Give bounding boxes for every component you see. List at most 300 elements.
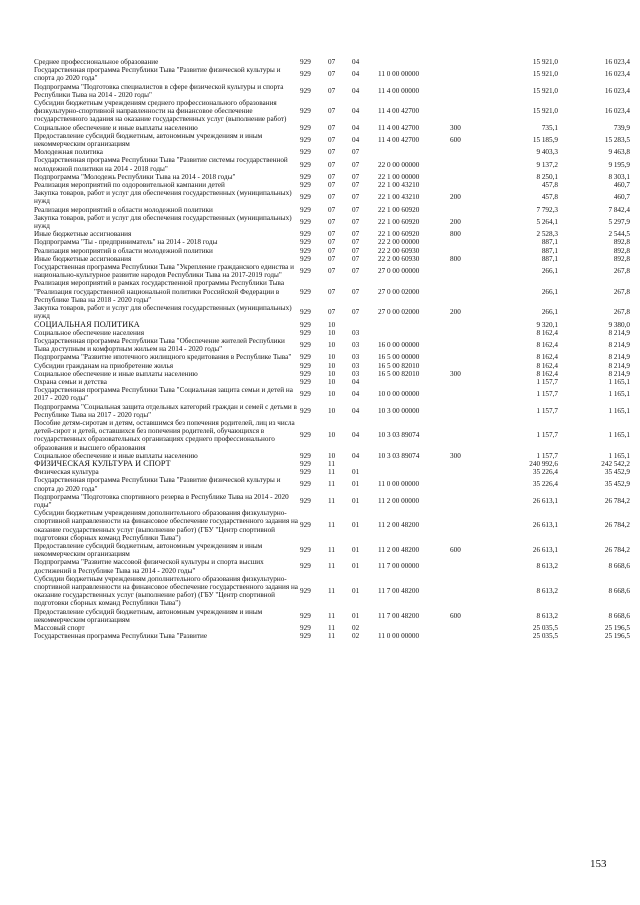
- row-name: Подпрограмма "Развитие ипотечного жилищного кредитования в Республике Тыва": [34, 353, 292, 362]
- table-row: [34, 247, 630, 255]
- row-expense-type: 200: [450, 308, 461, 317]
- row-gr-code: 929: [300, 480, 311, 489]
- row-section-code: 07: [328, 230, 336, 239]
- row-name: Предоставление субсидий бюджетным, автономным учреждениям и иным некоммерческим организациям: [34, 607, 263, 624]
- row-subsection-code: 07: [352, 238, 360, 247]
- row-subsection-code: 01: [352, 521, 360, 530]
- row-gr-code: 929: [300, 377, 311, 386]
- row-amount-year2: 8 214,9: [608, 369, 630, 378]
- row-gr-code: 929: [300, 246, 311, 255]
- row-gr-code: 929: [300, 123, 311, 132]
- row-section-code: 11: [328, 480, 335, 489]
- row-expense-type: [450, 279, 478, 304]
- row-section-code: 11: [328, 624, 335, 633]
- row-amount-year1: 8 162,4: [536, 328, 558, 337]
- row-subsection-code: 04: [352, 86, 360, 95]
- row-target-code: [378, 460, 450, 468]
- row-amount-year1: 25 035,5: [532, 632, 558, 641]
- row-amount-year1: 26 613,1: [532, 521, 558, 530]
- row-amount-year2: 2 544,5: [608, 230, 630, 239]
- table-row: [34, 189, 630, 205]
- row-amount-year2: 35 452,9: [604, 480, 630, 489]
- row-expense-type: 200: [450, 193, 461, 202]
- row-amount-year2: 460,7: [613, 193, 630, 202]
- row-name: Закупка товаров, работ и услуг для обеспечения государственных (муниципальных) нужд: [34, 189, 292, 206]
- row-amount-year2: 26 784,2: [604, 496, 630, 505]
- row-section-code: 10: [328, 369, 336, 378]
- row-amount-year1: 7 792,3: [536, 205, 558, 214]
- row-subsection-code: 01: [352, 468, 360, 477]
- row-amount-year1: 25 035,5: [532, 624, 558, 633]
- row-gr-code: 929: [300, 431, 311, 440]
- row-expense-type: [450, 148, 478, 156]
- row-expense-type: [450, 58, 478, 66]
- row-expense-type: [450, 403, 478, 419]
- row-expense-type: [450, 238, 478, 246]
- row-section-code: 11: [328, 562, 335, 571]
- row-gr-code: 929: [300, 369, 311, 378]
- row-name: Предоставление субсидий бюджетным, автономным учреждениям и иным некоммерческим организациям: [34, 131, 263, 149]
- row-subsection-code: 07: [352, 254, 360, 263]
- row-target-code: 11 4 00 42700: [378, 107, 420, 116]
- row-expense-type: [450, 181, 478, 189]
- row-name: СОЦИАЛЬНАЯ ПОЛИТИКА: [34, 319, 140, 329]
- row-gr-code: 929: [300, 624, 311, 633]
- row-target-code: 22 2 00 60930: [378, 254, 420, 263]
- table-row: [34, 329, 630, 337]
- row-target-code: 16 5 00 00000: [378, 353, 420, 362]
- row-section-code: 07: [328, 58, 336, 66]
- row-subsection-code: 02: [352, 632, 360, 641]
- row-target-code: 16 5 00 82010: [378, 369, 420, 378]
- row-amount-year1: 1 157,7: [536, 377, 558, 386]
- row-gr-code: 929: [300, 287, 311, 296]
- row-amount-year2: 5 297,9: [608, 217, 630, 226]
- row-name: Субсидии бюджетным учреждениям дополнительного образования физкультурно-спортивной направленности на финансовое обеспечение государственного задания на оказание государственных услуг (выполнение работ) (ГБУ "Центр спортивной подготовки сборных команд Республики Тыва"): [34, 509, 299, 542]
- row-target-code: 11 0 00 00000: [378, 480, 420, 489]
- row-amount-year1: 9 320,1: [536, 320, 558, 329]
- table-row: [34, 337, 630, 353]
- row-expense-type: 800: [450, 230, 461, 239]
- row-subsection-code: 07: [352, 217, 360, 226]
- row-expense-type: [450, 247, 478, 255]
- row-section-code: 10: [328, 390, 336, 399]
- row-name: Подпрограмма "Подготовка специалистов в сфере физической культуры и спорта Республики Тыва на 2014 - 2020 годы": [34, 82, 284, 99]
- row-name: Субсидии бюджетным учреждениям дополнительного образования физкультурно-спортивной направленности на финансовое обеспечение государственного задания на оказание государственных услуг (выполнение работ) (ГБУ "Центр спортивной подготовки сборных команд Республики Тыва"): [34, 574, 299, 608]
- row-name: Субсидии бюджетным учреждениям среднего профессионального образования физкультурно-спортивной направленности на финансовое обеспечение государственного задания на оказание государственных услуг (выполнение работ): [34, 99, 287, 124]
- row-subsection-code: 07: [352, 160, 360, 169]
- row-expense-type: 300: [450, 369, 461, 378]
- row-amount-year1: 2 528,3: [536, 230, 558, 239]
- row-amount-year2: 1 165,1: [608, 390, 630, 399]
- row-subsection-code: 07: [352, 193, 360, 202]
- row-section-code: 07: [328, 193, 336, 202]
- row-amount-year2: 739,9: [613, 123, 630, 132]
- table-row: [34, 206, 630, 214]
- row-section-code: 10: [328, 341, 336, 349]
- row-expense-type: [450, 378, 478, 386]
- row-gr-code: 929: [300, 546, 311, 555]
- row-target-code: [378, 329, 450, 337]
- row-amount-year2: 9 463,8: [608, 148, 630, 157]
- row-section-code: 07: [328, 123, 336, 132]
- row-subsection-code: 04: [352, 123, 360, 132]
- row-expense-type: 600: [450, 611, 461, 620]
- row-section-code: 11: [328, 521, 335, 530]
- table-row: [34, 353, 630, 361]
- row-subsection-code: 07: [352, 246, 360, 255]
- row-amount-year2: 16 023,4: [604, 58, 630, 66]
- row-amount-year1: 266,1: [541, 267, 558, 276]
- row-amount-year2: 16 023,4: [604, 70, 630, 79]
- row-expense-type: [450, 156, 478, 172]
- row-name: Массовый спорт: [34, 624, 85, 633]
- row-expense-type: 200: [450, 217, 461, 226]
- row-section-code: 10: [328, 451, 336, 460]
- table-row: [34, 468, 630, 476]
- row-expense-type: [450, 509, 478, 542]
- row-target-code: 27 0 00 00000: [378, 267, 420, 276]
- row-section-code: 07: [328, 308, 336, 317]
- row-amount-year1: 887,1: [541, 238, 558, 247]
- row-target-code: 22 1 00 60920: [378, 217, 420, 226]
- row-amount-year1: 1 157,7: [536, 451, 558, 460]
- row-section-code: 10: [328, 377, 336, 386]
- row-name: Социальное обеспечение населения: [34, 328, 145, 337]
- row-amount-year2: 8 214,9: [608, 341, 630, 349]
- row-name: Молодежная политика: [34, 148, 103, 157]
- row-amount-year1: 26 613,1: [532, 546, 558, 555]
- row-section-code: 07: [328, 172, 336, 181]
- row-subsection-code: 03: [352, 353, 360, 362]
- row-section-code: 10: [328, 406, 336, 415]
- table-row: [34, 58, 630, 66]
- row-amount-year2: 8 214,9: [608, 361, 630, 370]
- row-amount-year1: 457,8: [541, 193, 558, 202]
- table-row: [34, 83, 630, 99]
- row-expense-type: [450, 460, 478, 468]
- row-target-code: 22 1 00 60920: [378, 205, 420, 214]
- row-amount-year2: 892,8: [613, 246, 630, 255]
- row-subsection-code: 03: [352, 341, 360, 349]
- row-target-code: 22 1 00 60920: [378, 230, 420, 239]
- row-expense-type: [450, 329, 478, 337]
- table-row: [34, 230, 630, 238]
- row-amount-year1: 15 921,0: [532, 86, 558, 95]
- table-row: [34, 403, 630, 419]
- row-subsection-code: 04: [352, 377, 360, 386]
- row-amount-year2: 1 165,1: [608, 451, 630, 460]
- row-target-code: 22 2 00 00000: [378, 238, 420, 247]
- row-expense-type: [450, 558, 478, 574]
- row-target-code: 10 3 03 89074: [378, 431, 420, 440]
- row-expense-type: [450, 476, 478, 492]
- row-gr-code: 929: [300, 611, 311, 620]
- row-amount-year2: 267,8: [613, 308, 630, 317]
- table-row: [34, 263, 630, 279]
- table-row: [34, 632, 630, 640]
- row-amount-year1: 887,1: [541, 246, 558, 255]
- table-row: [34, 493, 630, 509]
- row-subsection-code: 07: [352, 308, 360, 317]
- row-name: Пособие детям-сиротам и детям, оставшимся без попечения родителей, лиц из числа детей-сирот и детей, оставшихся без попечения родителей, обучающихся в государственных образовательных организациях среднего профессионального образования и высшего образования: [34, 418, 295, 452]
- row-name: Государственная программа Республики Тыва "Развитие системы государственной молодежной политики на 2014 - 2018 годы": [34, 156, 288, 173]
- row-amount-year1: 887,1: [541, 254, 558, 263]
- row-name: Социальное обеспечение и иные выплаты населению: [34, 451, 198, 460]
- row-name: Государственная программа Республики Тыва "Социальная защита семьи и детей на 2017 - 2020 годы": [34, 386, 293, 403]
- table-row: [34, 419, 630, 452]
- row-name: Подпрограмма "Развитие массовой физической культуры и спорта высших достижений в Республике Тыва на 2014 - 2020 годы": [34, 558, 264, 575]
- row-target-code: 11 0 00 00000: [378, 632, 420, 641]
- row-subsection-code: 07: [352, 181, 360, 190]
- row-amount-year1: 240 992,6: [529, 459, 558, 468]
- row-section-code: 11: [328, 546, 335, 555]
- row-section-code: 11: [328, 611, 335, 620]
- row-name: Государственная программа Республики Тыва "Обеспечение жителей Республики Тыва доступным и комфортным жильем на 2014 - 2020 годы": [34, 336, 285, 354]
- row-gr-code: 929: [300, 341, 311, 349]
- row-expense-type: [450, 173, 478, 181]
- row-expense-type: [450, 337, 478, 353]
- row-name: Государственная программа Республики Тыва "Развитие: [34, 632, 208, 641]
- row-gr-code: 929: [300, 361, 311, 370]
- table-row: [34, 460, 630, 468]
- row-amount-year2: 1 165,1: [608, 431, 630, 440]
- row-subsection-code: 04: [352, 70, 360, 79]
- row-amount-year1: 8 613,2: [536, 562, 558, 571]
- row-target-code: 22 1 00 43210: [378, 193, 420, 202]
- row-gr-code: 929: [300, 107, 311, 116]
- table-row: [34, 608, 630, 624]
- row-amount-year2: 1 165,1: [608, 406, 630, 415]
- table-row: [34, 132, 630, 148]
- row-section-code: 07: [328, 238, 336, 247]
- row-section-code: 11: [328, 632, 335, 641]
- row-target-code: 22 1 00 43210: [378, 181, 420, 190]
- row-amount-year1: 1 157,7: [536, 431, 558, 440]
- row-section-code: 07: [328, 254, 336, 263]
- row-amount-year1: 8 250,1: [536, 172, 558, 181]
- row-target-code: 11 2 00 48200: [378, 521, 420, 530]
- row-target-code: 22 1 00 00000: [378, 172, 420, 181]
- row-amount-year1: 9 403,3: [536, 148, 558, 157]
- row-expense-type: [450, 263, 478, 279]
- table-row: [34, 624, 630, 632]
- row-gr-code: 929: [300, 468, 311, 477]
- row-section-code: 07: [328, 267, 336, 276]
- row-subsection-code: 04: [352, 406, 360, 415]
- row-amount-year2: 267,8: [613, 267, 630, 276]
- budget-table-body: [34, 58, 630, 640]
- row-target-code: 27 0 00 02000: [378, 308, 420, 317]
- row-amount-year1: 457,8: [541, 181, 558, 190]
- row-target-code: 16 0 00 00000: [378, 341, 420, 349]
- row-subsection-code: [352, 321, 378, 329]
- row-name: Подпрограмма "Ты - предприниматель" на 2014 - 2018 годы: [34, 238, 218, 247]
- row-amount-year1: 15 921,0: [532, 58, 558, 66]
- row-amount-year1: 1 157,7: [536, 406, 558, 415]
- row-expense-type: [450, 321, 478, 329]
- row-target-code: 11 7 00 48200: [378, 611, 420, 620]
- row-gr-code: 929: [300, 308, 311, 317]
- row-gr-code: 929: [300, 320, 311, 329]
- row-name: Охрана семьи и детства: [34, 377, 107, 386]
- row-gr-code: 929: [300, 459, 311, 468]
- row-gr-code: 929: [300, 193, 311, 202]
- row-section-code: 10: [328, 361, 336, 370]
- row-amount-year1: 8 162,4: [536, 369, 558, 378]
- row-expense-type: 600: [450, 546, 461, 555]
- row-amount-year2: 15 283,5: [604, 135, 630, 144]
- table-row: [34, 66, 630, 82]
- row-gr-code: 929: [300, 160, 311, 169]
- row-amount-year2: 16 023,4: [604, 86, 630, 95]
- table-row: [34, 279, 630, 304]
- row-amount-year1: 15 921,0: [532, 70, 558, 79]
- row-amount-year2: 8 214,9: [608, 353, 630, 362]
- row-expense-type: [450, 575, 478, 608]
- table-row: [34, 99, 630, 124]
- row-amount-year1: 8 162,4: [536, 353, 558, 362]
- row-section-code: 07: [328, 217, 336, 226]
- row-expense-type: [450, 83, 478, 99]
- row-target-code: 22 2 00 60930: [378, 246, 420, 255]
- row-expense-type: [450, 66, 478, 82]
- row-amount-year2: 8 214,9: [608, 328, 630, 337]
- table-row: [34, 370, 630, 378]
- row-name: Реализация мероприятий по оздоровительной кампании детей: [34, 181, 225, 190]
- row-subsection-code: 07: [352, 267, 360, 276]
- row-name: Иные бюджетные ассигнования: [34, 230, 132, 239]
- row-target-code: 11 0 00 00000: [378, 70, 420, 79]
- row-target-code: [378, 624, 450, 632]
- row-gr-code: 929: [300, 135, 311, 144]
- table-row: [34, 238, 630, 246]
- table-row: [34, 181, 630, 189]
- row-amount-year2: 242 542,2: [601, 459, 630, 468]
- table-row: [34, 575, 630, 608]
- row-amount-year2: 460,7: [613, 181, 630, 190]
- row-section-code: 07: [328, 181, 336, 190]
- row-expense-type: 300: [450, 451, 461, 460]
- row-amount-year2: 8 668,6: [608, 587, 630, 596]
- table-row: [34, 378, 630, 386]
- row-amount-year2: 25 196,5: [604, 632, 630, 641]
- row-gr-code: 929: [300, 148, 311, 157]
- row-gr-code: 929: [300, 254, 311, 263]
- row-target-code: [378, 321, 450, 329]
- row-name: Подпрограмма "Социальная защита отдельных категорий граждан и семей с детьми в Республике Тыва на 2017 - 2020 годы": [34, 402, 297, 419]
- row-amount-year2: 8 668,6: [608, 562, 630, 571]
- row-expense-type: [450, 419, 478, 452]
- row-section-code: 07: [328, 160, 336, 169]
- row-amount-year2: 8 303,1: [608, 172, 630, 181]
- row-gr-code: 929: [300, 267, 311, 276]
- row-name: Физическая культура: [34, 468, 99, 477]
- row-amount-year2: 892,8: [613, 254, 630, 263]
- row-amount-year1: 15 185,9: [532, 135, 558, 144]
- row-subsection-code: 01: [352, 546, 360, 555]
- row-name: Государственная программа Республики Тыва "Укрепление гражданского единства и национально-культурное развитие народов Республики Тыва на 2017-2019 годы": [34, 263, 294, 280]
- row-amount-year2: 892,8: [613, 238, 630, 247]
- row-name: Подпрограмма "Подготовка спортивного резерва в Республике Тыва на 2014 - 2020 годы": [34, 492, 289, 509]
- row-amount-year2: 8 668,6: [608, 611, 630, 620]
- row-name: Государственная программа Республики Тыва "Развитие физической культуры и спорта до 2020 года": [34, 66, 281, 83]
- row-amount-year2: 9 380,0: [608, 320, 630, 329]
- table-row: [34, 214, 630, 230]
- row-section-code: 07: [328, 135, 336, 144]
- row-section-code: 07: [328, 107, 336, 116]
- row-amount-year1: 5 264,1: [536, 217, 558, 226]
- row-gr-code: 929: [300, 58, 311, 66]
- row-expense-type: 600: [450, 135, 461, 144]
- row-gr-code: 929: [300, 451, 311, 460]
- row-subsection-code: 03: [352, 361, 360, 370]
- row-expense-type: [450, 362, 478, 370]
- row-amount-year2: 26 784,2: [604, 521, 630, 530]
- row-amount-year1: 9 137,2: [536, 160, 558, 169]
- row-target-code: 11 4 00 00000: [378, 86, 420, 95]
- row-section-code: 10: [328, 431, 336, 440]
- row-target-code: 11 7 00 00000: [378, 562, 420, 571]
- row-gr-code: 929: [300, 587, 311, 596]
- row-amount-year1: 735,1: [541, 123, 558, 132]
- row-section-code: 10: [328, 328, 336, 337]
- row-target-code: [378, 468, 450, 476]
- row-section-code: 07: [328, 246, 336, 255]
- table-row: [34, 362, 630, 370]
- row-amount-year2: 25 196,5: [604, 624, 630, 633]
- row-subsection-code: 04: [352, 135, 360, 144]
- row-subsection-code: 03: [352, 328, 360, 337]
- table-row: [34, 558, 630, 574]
- row-amount-year1: 15 921,0: [532, 107, 558, 116]
- row-name: Реализация мероприятий в области молодежной политики: [34, 246, 213, 255]
- table-row: [34, 542, 630, 558]
- row-subsection-code: 07: [352, 230, 360, 239]
- row-expense-type: [450, 632, 478, 640]
- row-expense-type: 800: [450, 254, 461, 263]
- table-row: [34, 386, 630, 402]
- page-number: 153: [590, 858, 607, 870]
- row-amount-year1: 1 157,7: [536, 390, 558, 399]
- row-amount-year1: 35 226,4: [532, 468, 558, 477]
- row-gr-code: 929: [300, 217, 311, 226]
- budget-table: [34, 58, 630, 640]
- row-gr-code: 929: [300, 181, 311, 190]
- row-name: Закупка товаров, работ и услуг для обеспечения государственных (муниципальных) нужд: [34, 213, 292, 231]
- row-target-code: 10 3 00 00000: [378, 406, 420, 415]
- table-row: [34, 148, 630, 156]
- table-row: [34, 476, 630, 492]
- row-amount-year1: 26 613,1: [532, 496, 558, 505]
- row-amount-year1: 266,1: [541, 308, 558, 317]
- row-target-code: 11 4 00 42700: [378, 135, 420, 144]
- row-name: Субсидии гражданам на приобретение жилья: [34, 361, 174, 370]
- row-section-code: 10: [328, 320, 336, 329]
- row-subsection-code: 07: [352, 172, 360, 181]
- table-row: [34, 509, 630, 542]
- row-gr-code: 929: [300, 496, 311, 505]
- row-section-code: 10: [328, 353, 336, 362]
- row-name: Закупка товаров, работ и услуг для обеспечения государственных (муниципальных) нужд: [34, 304, 292, 321]
- row-target-code: 22 0 00 00000: [378, 160, 420, 169]
- row-gr-code: 929: [300, 521, 311, 530]
- row-amount-year2: 7 842,4: [608, 205, 630, 214]
- table-row: [34, 321, 630, 329]
- row-subsection-code: 01: [352, 480, 360, 489]
- row-amount-year2: 26 784,2: [604, 546, 630, 555]
- row-name: Подпрограмма "Молодежь Республики Тыва на 2014 - 2018 годы": [34, 172, 236, 181]
